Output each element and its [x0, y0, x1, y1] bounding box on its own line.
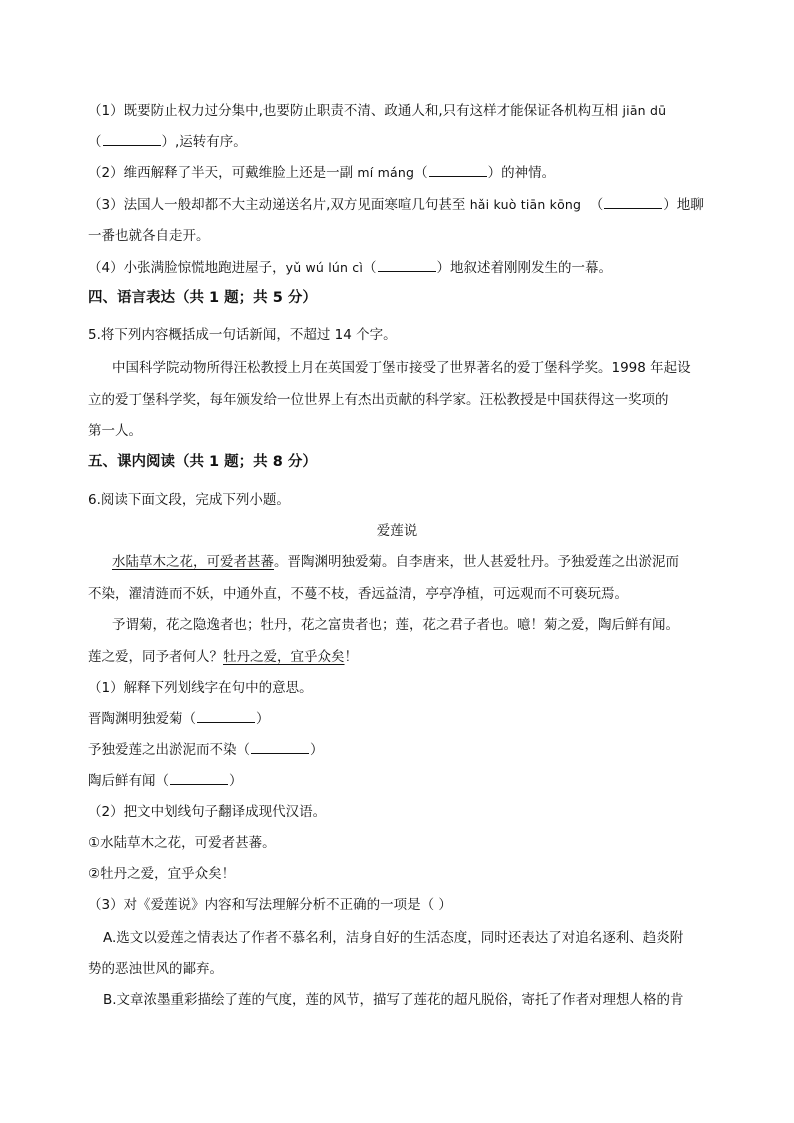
- passage-p1-line1: 水陆草木之花，可爱者甚蕃。晋陶渊明独爱菊。自李唐来，世人甚爱牡丹。予独爱莲之出淤泥而: [112, 554, 679, 570]
- q4-item4-pinyin: yǔ wú lún cì: [285, 260, 364, 275]
- q5-para-line1: 中国科学院动物所得汪松教授上月在英国爱丁堡市接受了世界著名的爱丁堡科学奖。1998 年起设: [112, 360, 691, 376]
- answer-blank[interactable]: [103, 132, 161, 146]
- q4-item2: （2）维西解释了半天，可戴维脸上还是一副 mí máng（ ）的神情。: [88, 165, 556, 181]
- q6-sub1-stem: （1）解释下列划线字在句中的意思。: [88, 680, 313, 696]
- option-a-line1[interactable]: A.选文以爱莲之情表达了作者不慕名利，洁身自好的生活态度，同时还表达了对追名逐利、趋炎附: [103, 930, 684, 946]
- q5-para-line2: 立的爱丁堡科学奖，每年颁发给一位世界上有杰出贡献的科学家。汪松教授是中国获得这一奖项的: [88, 392, 669, 408]
- q4-item3-line2: 一番也就各自走开。: [88, 228, 210, 244]
- section5-heading: 五、课内阅读（共 1 题；共 8 分）: [88, 454, 317, 470]
- underlined-sentence-2: 牡丹之爱，宜乎众矣: [223, 649, 345, 665]
- passage-p2-line2: 莲之爱，同予者何人？牡丹之爱，宜乎众矣！: [88, 649, 358, 665]
- q6-sub2-b: ②牡丹之爱，宜乎众矣！: [88, 866, 236, 882]
- q4-item2-pinyin: mí máng: [357, 165, 415, 180]
- answer-blank[interactable]: [170, 771, 228, 785]
- q6-sub1-a: 晋陶渊明独爱菊（ ）: [88, 711, 270, 727]
- q5-para-line3: 第一人。: [88, 423, 142, 439]
- q4-item3-pinyin: hǎi kuò tiān kōng: [469, 197, 582, 212]
- q6-sub2-a: ①水陆草木之花，可爱者甚蕃。: [88, 835, 276, 851]
- underlined-sentence-1: 水陆草木之花，可爱者甚蕃: [112, 554, 274, 570]
- answer-blank[interactable]: [604, 195, 662, 209]
- option-a-line2: 势的恶浊世风的鄙弃。: [88, 961, 223, 977]
- passage-p2-line1: 予谓菊，花之隐逸者也；牡丹，花之富贵者也；莲，花之君子者也。噫！菊之爱，陶后鲜有闻。: [112, 617, 679, 633]
- q4-item1-line2: （ ）,运转有序。: [88, 134, 247, 150]
- option-b-line1[interactable]: B.文章浓墨重彩描绘了莲的气度，莲的风节，描写了莲花的超凡脱俗，寄托了作者对理想人格的肯: [103, 992, 684, 1008]
- passage-p1-line2: 不染，濯清涟而不妖，中通外直，不蔓不枝，香远益清，亭亭净植，可远观而不可亵玩焉。: [88, 586, 628, 602]
- q6-sub3-stem: （3）对《爱莲说》内容和写法理解分析不正确的一项是（ ）: [88, 897, 452, 913]
- passage-title: 爱莲说: [376, 523, 418, 539]
- q6-sub2-stem: （2）把文中划线句子翻译成现代汉语。: [88, 804, 327, 820]
- answer-blank[interactable]: [429, 163, 487, 177]
- q6-sub1-b: 予独爱莲之出淤泥而不染（ ）: [88, 742, 324, 758]
- q4-item1-pinyin: jiān dū: [622, 103, 667, 118]
- section4-heading: 四、语言表达（共 1 题；共 5 分）: [88, 290, 317, 306]
- answer-blank[interactable]: [251, 740, 309, 754]
- q4-item3-line1: （3）法国人一般却都不大主动递送名片,双方见面寒喧几句甚至 hǎi kuò tiān kōng （ ）地聊: [88, 197, 704, 213]
- q4-item1-line1: [88, 101, 666, 121]
- answer-blank[interactable]: [197, 709, 255, 723]
- q4-item4: （4）小张满脸惊慌地跑进屋子，yǔ wú lún cì（ ）地叙述着刚刚发生的一幕。: [88, 260, 613, 276]
- q4-item1-text: （1）既要防止权力过分集中,也要防止职责不清、政通人和,只有这样才能保证各机构互相: [88, 103, 619, 119]
- answer-blank[interactable]: [378, 258, 436, 272]
- q6-sub1-c: 陶后鲜有闻（ ）: [88, 773, 243, 789]
- q5-stem: 5.将下列内容概括成一句话新闻，不超过 14 个字。: [88, 327, 397, 343]
- q6-stem: 6.阅读下面文段，完成下列小题。: [88, 492, 290, 508]
